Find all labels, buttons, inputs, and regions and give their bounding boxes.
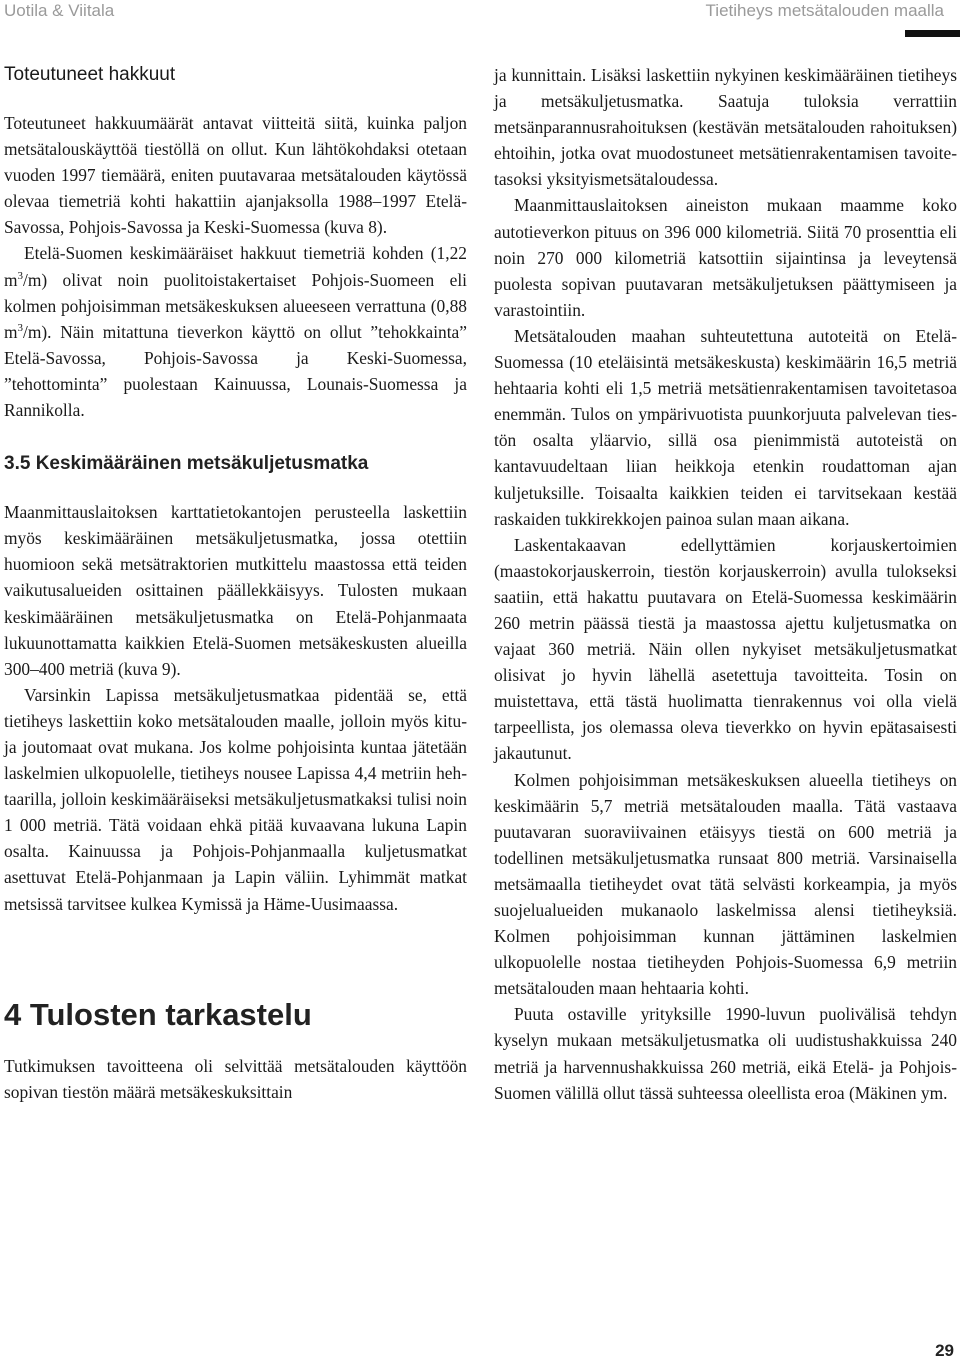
paragraph: ja kunnittain. Lisäksi laskettiin nykyinen keskimääräinen tietiheys ja metsäkuljetusmatka. Saatuja tuloksia verrattiin metsänparannusrahoituksen (kestävän metsätalouden rahoituksen) ehtoihin, jotka ovat muodostuneet metsätienrakentamisen tavoitetasoksi yksityismetsätaloudessa. [494, 65, 957, 190]
paragraph: Toteutuneet hakkuumäärät antavat viitteitä siitä, kuinka paljon metsätalouskäyttöä tiestöllä on ollut. Kun lähtökohdaksi otetaan vuoden 1997 tiemäärä, eniten puutavaraa metsätalouden käytössä olevaa tiemetriä kohti hakattiin ajanjaksolla 1988–1997 Etelä-Savossa, Pohjois-Savossa ja Keski-Suomessa (kuva 8). [4, 113, 467, 238]
paragraph: Maanmittauslaitoksen aineiston mukaan maamme koko autotieverkon pituus on 396 000 kilometriä. Siitä 70 prosenttia eli noin 270 000 kilometriä katsottiin sijaintinsa ja leveytensä puolesta sopivan puutavaran metsäkuljetuksen päättymiseen ja varastointiin. [494, 195, 957, 320]
right-column [494, 62, 957, 1106]
superscript: 3 [17, 269, 24, 282]
paragraph [4, 240, 467, 423]
header-title: Tietiheys metsätalouden maalla [705, 1, 944, 20]
section-heading: 3.5 Keskimääräinen metsäkuljetusmatka [4, 453, 369, 475]
paragraph-text: Etelä-Suomen keskimääräiset hakkuut tiemetriä kohden (1,22 m [4, 243, 467, 290]
subheading-toteutuneet-hakkuut: Toteutuneet hakkuut [4, 64, 176, 85]
paragraph: Kolmen pohjoisimman metsäkeskuksen alueella tietiheys on keskimäärin 5,7 metriä metsätalouden maalla. Tätä vastaava puutavaran suoraviivainen etäisyys tiestä on 600 metriä ja todellinen metsäkuljetusmatka runsaat 800 metriä. Varsinaisella metsämaalla tietiheydet ovat tätä selvästi korkeampia, ja myös suojelualueiden mukanaolo laskelmissa alensi tietiheyksiä. Kolmen pohjoisimman kunnan jättäminen laskelmien ulkopuolelle nostaa tietiheyden Pohjois-Suomessa 6,9 metriin metsätalouden maan hehtaaria kohti. [494, 769, 957, 999]
paragraph-text: /m) olivat noin puolitoistakertaiset Pohjois-Suomeen eli kolmen pohjoisimman metsäkeskuksen alueeseen verrattuna (0,88 m [4, 269, 467, 342]
header-bar [905, 30, 960, 37]
running-header [0, 0, 960, 26]
page-number: 29 [935, 1341, 954, 1360]
paragraph: Metsätalouden maahan suhteutettuna autoteitä on Etelä-Suomessa (10 eteläisintä metsäkeskusta) keskimäärin 16,5 metriä hehtaaria kohti eli 1,5 metriä metsätienrakentamisen tavoitetasoa enemmän. Tulos on ympärivuotista puunkorjuuta palvelevan tiestön osalta yläarvio, sillä osa pienimmistä autoteistä on kantavuudeltaan liian heikkoja etenkin roudattoman ajan kuljetuksille. Toisaalta kaikkien teiden ei tarvitsekaan kestää raskaiden tukkirekkojen painoa sulan maan aikana. [494, 325, 957, 529]
superscript: 3 [17, 321, 24, 334]
paragraph: Laskentakaavan edellyttämien korjauskertoimien (maastokorjauskerroin, tiestön korjauskerroin) avulla tulokseksi saatiin, että hakattu puutavara on Etelä-Suomessa keskimäärin 260 metrin päässä tiestä ja maastossa ajettu kuljetusmatka on vajaat 360 metriä. Näin ollen nykyiset metsäkuljetusmatkat olisivat jo hyvin lähellä asetettuja tavoitteita. Tosin on muistettava, että tästä huolimatta tienrakennus voi olla vielä tarpeellista, jos olemassa oleva tieverkko on hyvin epätasaisesti jakautunut. [494, 534, 957, 764]
paragraph-text: /m). Näin mitattuna tieverkon käyttö on ollut ”tehokkainta” Etelä-Savossa, Pohjois-Savossa ja Keski-Suomessa, ”tehottominta” puolestaan Kainuussa, Lounais-Suomessa ja Rannikolla. [4, 321, 467, 421]
paragraph: Varsinkin Lapissa metsäkuljetusmatkaa pidentää se, että tietiheys laskettiin koko metsätalouden maalle, jolloin myös kitu- ja joutomaat ovat mukana. Jos kolme pohjoisinta kuntaa jätetään laskelmien ulkopuolelle, tietiheys nousee Lapissa 4,4 metriin hehtaarilla, jolloin keskimääräiseksi metsäkuljetusmatkaksi tulisi noin 1 000 metriä. Tätä voidaan ehkä pitää kuvaavana lukuna Lapin osalta. Kainuussa ja Pohjois-Pohjanmaalla kuljetusmatkat asettuvat Etelä-Pohjanmaan ja Lapin väliin. Lyhimmät matkat metsissä tarvitsee kulkea Kymissä ja Häme-Uusimaassa. [4, 684, 467, 914]
paragraph: Tutkimuksen tavoitteena oli selvittää metsätalouden käyttöön sopivan tiestön määrä metsäkeskuksittain [4, 1055, 467, 1102]
chapter-heading: 4 Tulosten tarkastelu [4, 996, 312, 1032]
paragraph: Maanmittauslaitoksen karttatietokantojen perusteella laskettiin myös keskimääräinen metsäkuljetusmatka, jossa otettiin huomioon sekä metsätraktorien mutkittelu maastossa että teiden vaikutusalueiden osittainen päällekkäisyys. Tulosten mukaan keskimääräinen metsäkuljetusmatka on Etelä-Pohjanmaata lukuunottamatta kaikkien Etelä-Suomen metsäkeskusten alueilla 300–400 metriä (kuva 9). [4, 502, 467, 679]
header-authors: Uotila & Viitala [4, 1, 115, 20]
left-column [4, 62, 467, 1105]
paragraph: Puuta ostaville yrityksille 1990-luvun puolivälisä tehdyn kyselyn mukaan metsäkuljetusmatka oli uudistushakkuissa 240 metriä ja harvennushakkuissa 260 metriä, eikä Etelä- ja Pohjois-Suomen välillä ollut tässä suhteessa oleellista eroa (Mäkinen ym. [494, 1004, 957, 1103]
